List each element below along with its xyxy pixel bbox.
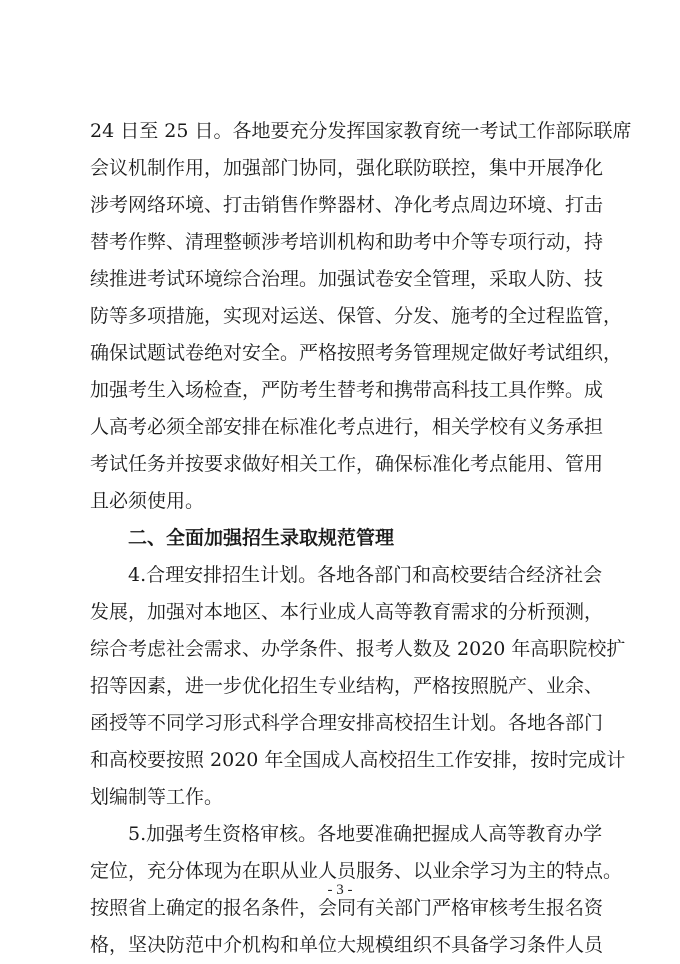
section-heading: 二、全面加强招生录取规范管理 xyxy=(128,527,395,549)
document-body xyxy=(90,113,632,964)
text-line: 考试任务并按要求做好相关工作，确保标准化考点能用、管用 xyxy=(90,453,604,475)
text-line: 函授等不同学习形式科学合理安排高校招生计划。各地各部门 xyxy=(90,712,604,734)
text-line: 且必须使用。 xyxy=(90,490,205,512)
text-line: 综合考虑社会需求、办学条件、报考人数及 2020 年高职院校扩 xyxy=(90,638,626,660)
text-line: 会议机制作用，加强部门协同，强化联防联控，集中开展净化 xyxy=(90,157,604,179)
text-line: 人高考必须全部安排在标准化考点进行，相关学校有义务承担 xyxy=(90,416,604,438)
text-line: 格，坚决防范中介机构和单位大规模组织不具备学习条件人员 xyxy=(90,934,604,956)
text-line: 替考作弊、清理整顿涉考培训机构和助考中介等专项行动，持 xyxy=(90,231,604,253)
text-line: 发展，加强对本地区、本行业成人高等教育需求的分析预测， xyxy=(90,601,604,623)
page-number: - 3 - xyxy=(327,882,353,898)
text-line: 续推进考试环境综合治理。加强试卷安全管理，采取人防、技 xyxy=(90,268,604,290)
text-line: 24 日至 25 日。各地要充分发挥国家教育统一考试工作部际联席 xyxy=(90,120,632,142)
text-line: 划编制等工作。 xyxy=(90,786,224,808)
text-line: 确保试题试卷绝对安全。严格按照考务管理规定做好考试组织， xyxy=(90,342,623,364)
text-line: 和高校要按照 2020 年全国成人高校招生工作安排，按时完成计 xyxy=(90,749,626,771)
paragraph-start-line: 5.加强考生资格审核。各地要准确把握成人高等教育办学 xyxy=(128,823,603,845)
paragraph-start-line: 4.合理安排招生计划。各地各部门和高校要结合经济社会 xyxy=(128,564,603,586)
text-line: 按照省上确定的报名条件，会同有关部门严格审核考生报名资 xyxy=(90,897,604,919)
text-line: 加强考生入场检查，严防考生替考和携带高科技工具作弊。成 xyxy=(90,379,604,401)
text-line: 招等因素，进一步优化招生专业结构，严格按照脱产、业余、 xyxy=(90,675,604,697)
text-line: 防等多项措施，实现对运送、保管、分发、施考的全过程监管， xyxy=(90,305,623,327)
text-line: 涉考网络环境、打击销售作弊器材、净化考点周边环境、打击 xyxy=(90,194,604,216)
text-line: 定位，充分体现为在职从业人员服务、以业余学习为主的特点。 xyxy=(90,860,623,882)
